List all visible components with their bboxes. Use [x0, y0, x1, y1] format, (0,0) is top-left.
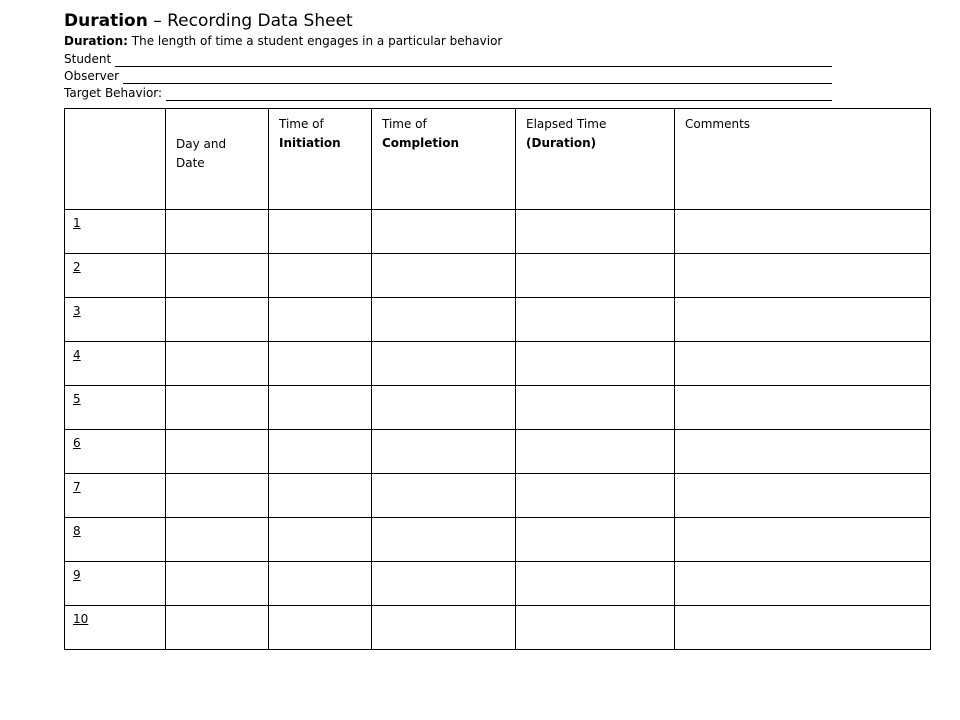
day-date-cell[interactable] [166, 562, 269, 606]
observer-label: Observer [64, 69, 120, 83]
row-number: 1 [73, 216, 81, 230]
table-row [65, 342, 931, 386]
elapsed-cell[interactable] [516, 298, 675, 342]
comments-cell[interactable] [675, 342, 931, 386]
day-date-cell[interactable] [166, 254, 269, 298]
completion-cell[interactable] [372, 254, 516, 298]
row-number-cell [65, 562, 166, 606]
comments-label: Comments [685, 117, 751, 131]
elapsed-cell[interactable] [516, 430, 675, 474]
column-header-initiation [269, 109, 372, 210]
comments-cell[interactable] [675, 474, 931, 518]
completion-line1: Time of [382, 117, 427, 131]
row-number-cell [65, 518, 166, 562]
elapsed-cell[interactable] [516, 606, 675, 650]
elapsed-line2: (Duration) [526, 136, 597, 150]
day-date-cell[interactable] [166, 342, 269, 386]
student-field[interactable] [64, 50, 832, 67]
completion-cell[interactable] [372, 342, 516, 386]
target-behavior-field[interactable] [64, 84, 832, 101]
row-number-cell [65, 474, 166, 518]
initiation-cell[interactable] [269, 210, 372, 254]
day-date-label: Day and Date [176, 137, 227, 170]
definition-text: The length of time a student engages in a particular behavior [127, 34, 503, 48]
initiation-cell[interactable] [269, 298, 372, 342]
table-row [65, 254, 931, 298]
row-number-cell [65, 298, 166, 342]
completion-cell[interactable] [372, 430, 516, 474]
title-rest: – Recording Data Sheet [147, 11, 353, 31]
column-header-elapsed [516, 109, 675, 210]
completion-cell[interactable] [372, 518, 516, 562]
elapsed-cell[interactable] [516, 562, 675, 606]
data-sheet-header [64, 10, 934, 101]
elapsed-cell[interactable] [516, 210, 675, 254]
student-line[interactable] [115, 53, 832, 67]
row-number: 7 [73, 480, 81, 494]
row-number: 6 [73, 436, 81, 450]
table-row [65, 298, 931, 342]
initiation-line2: Initiation [279, 136, 341, 150]
row-number: 2 [73, 260, 81, 274]
comments-cell[interactable] [675, 298, 931, 342]
elapsed-cell[interactable] [516, 518, 675, 562]
column-header-number [65, 109, 166, 210]
definition-label: Duration: [64, 34, 128, 48]
elapsed-cell[interactable] [516, 474, 675, 518]
row-number-cell [65, 254, 166, 298]
student-label: Student [64, 52, 112, 66]
day-date-cell[interactable] [166, 430, 269, 474]
column-header-completion [372, 109, 516, 210]
table-row [65, 562, 931, 606]
initiation-cell[interactable] [269, 254, 372, 298]
day-date-cell[interactable] [166, 518, 269, 562]
day-date-cell[interactable] [166, 474, 269, 518]
observer-field[interactable] [64, 67, 832, 84]
elapsed-cell[interactable] [516, 386, 675, 430]
row-number-cell [65, 210, 166, 254]
header-row [65, 109, 931, 210]
duration-definition [64, 33, 934, 50]
title-bold: Duration [64, 11, 148, 31]
row-number: 5 [73, 392, 81, 406]
completion-cell[interactable] [372, 210, 516, 254]
table-row [65, 386, 931, 430]
initiation-cell[interactable] [269, 474, 372, 518]
comments-cell[interactable] [675, 562, 931, 606]
table-row [65, 606, 931, 650]
row-number-cell [65, 606, 166, 650]
target-behavior-line[interactable] [166, 87, 832, 101]
row-number: 10 [73, 612, 89, 626]
completion-cell[interactable] [372, 386, 516, 430]
elapsed-cell[interactable] [516, 254, 675, 298]
day-date-cell[interactable] [166, 298, 269, 342]
initiation-cell[interactable] [269, 386, 372, 430]
comments-cell[interactable] [675, 210, 931, 254]
comments-cell[interactable] [675, 254, 931, 298]
day-date-cell[interactable] [166, 606, 269, 650]
initiation-cell[interactable] [269, 430, 372, 474]
elapsed-cell[interactable] [516, 342, 675, 386]
initiation-cell[interactable] [269, 518, 372, 562]
row-number-cell [65, 430, 166, 474]
comments-cell[interactable] [675, 386, 931, 430]
table-row [65, 430, 931, 474]
completion-cell[interactable] [372, 474, 516, 518]
initiation-line1: Time of [279, 117, 324, 131]
row-number: 3 [73, 304, 81, 318]
comments-cell[interactable] [675, 606, 931, 650]
target-behavior-label: Target Behavior: [64, 86, 163, 100]
row-number: 9 [73, 568, 81, 582]
row-number: 8 [73, 524, 81, 538]
column-header-comments [675, 109, 931, 210]
completion-cell[interactable] [372, 562, 516, 606]
row-number-cell [65, 342, 166, 386]
comments-cell[interactable] [675, 430, 931, 474]
initiation-cell[interactable] [269, 606, 372, 650]
column-header-day-date [166, 109, 269, 210]
initiation-cell[interactable] [269, 562, 372, 606]
observer-line[interactable] [123, 70, 832, 84]
initiation-cell[interactable] [269, 342, 372, 386]
table-row [65, 210, 931, 254]
completion-line2: Completion [382, 136, 460, 150]
row-number-cell [65, 386, 166, 430]
completion-cell[interactable] [372, 298, 516, 342]
elapsed-line1: Elapsed Time [526, 117, 607, 131]
day-date-cell[interactable] [166, 386, 269, 430]
duration-log-table [64, 108, 931, 650]
row-number: 4 [73, 348, 81, 362]
table-row [65, 518, 931, 562]
day-date-cell[interactable] [166, 210, 269, 254]
completion-cell[interactable] [372, 606, 516, 650]
sheet-title [64, 10, 934, 32]
table-row [65, 474, 931, 518]
comments-cell[interactable] [675, 518, 931, 562]
